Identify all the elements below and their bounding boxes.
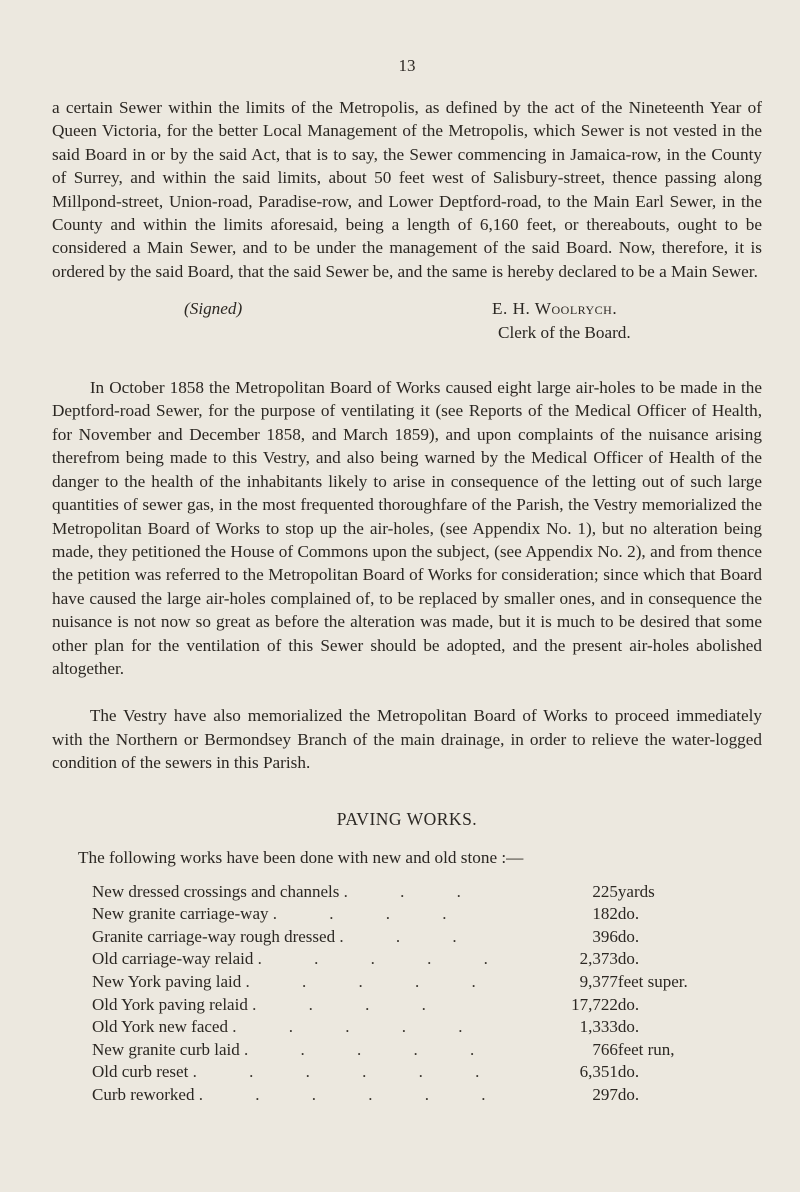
work-quantity: 9,377 (579, 971, 618, 991)
work-item-label: Old York paving relaid (92, 994, 248, 1014)
section-heading: PAVING WORKS. (336, 808, 478, 829)
work-unit: do. (617, 926, 640, 946)
table-row (92, 949, 738, 972)
work-unit: yards (617, 881, 655, 901)
work-item (92, 1040, 512, 1063)
leader-dots: . . . . . (257, 949, 512, 969)
work-quantity: 182 (592, 904, 618, 924)
table-row (92, 882, 738, 905)
signatory-name: E. H. Woolrych. (492, 299, 618, 319)
paragraph-air-holes: In October 1858 the Metropolitan Board of Works caused eight large air-holes to be made in the Deptford-road Sewer, for the purpose of ventilating it (see Reports of the Medical Officer of Health, for November and December 1858, and March 1859), and upon complaints of the nuisance arising therefrom being made to this Vestry, and also being warned by the Medical Officer of Health of the danger to the health of the inhabitants likely to arise in consequence of the letting out of such large quantities of sewer gas, in the most frequented thoroughfare of the Parish, the Vestry memorialized the Metropolitan Board of Works to stop up the air-holes, (see Appendix No. 1), but no alteration being made, they petitioned the House of Commons upon the subject, (see Appendix No. 2), and from thence the petition was referred to the Metropolitan Board of Works for consideration; since which that Board have caused the large air-holes complained of, to be replaced by smaller ones, and in consequence the nuisance is not now so great as before the alteration was made, but it is much to be desired that some other plan for the ventilation of this Sewer should be adopted, and the present air-holes abolished altogether. (52, 378, 762, 678)
leader-dots: . . . . (272, 904, 471, 924)
paving-works-table (92, 882, 738, 1108)
paragraph-sewer-order: a certain Sewer within the limits of the Metropolis, as defined by the act of the Nineteenth Year of Queen Victoria, for the better Local Management of the Metropolis, which Sewer is not vested in the said Board in or by the said Act, that is to say, the Sewer commencing in Jamaica-row, in the County of Surrey, and within the said limits, about 50 feet west of Salisbury-street, thence passing along Millpond-street, Union-road, Paradise-row, and Lower Deptford-road, to the Main Earl Sewer, in the County and within the limits aforesaid, being a length of 6,160 feet, or thereabouts, ought to be considered a Main Sewer, and to be under the management of the said Board. Now, therefore, it is ordered by the said Board, that the said Sewer be, and the same is hereby declared to be a Main Sewer. (52, 98, 762, 281)
leader-dots: . . . . (252, 994, 450, 1014)
signature-lines (492, 297, 631, 344)
paragraph-main-drainage: The Vestry have also memorialized the Metropolitan Board of Works to proceed immediately with the Northern or Bermondsey Branch of the main drainage, in order to relieve the water-logged condition of the sewers in this Parish. (52, 706, 762, 773)
page-number: 13 (398, 56, 416, 75)
work-unit: do. (617, 994, 640, 1014)
work-item-label: Old York new faced (92, 1017, 228, 1037)
leader-dots: . . . . . . (192, 1062, 504, 1082)
work-unit: do. (617, 1084, 640, 1104)
work-item-label: New granite curb laid (92, 1039, 240, 1059)
leader-dots: . . . (343, 881, 485, 901)
table-row (92, 927, 738, 950)
work-item (92, 1017, 512, 1040)
table-row (92, 1062, 738, 1085)
table-row (92, 995, 738, 1018)
work-quantity: 396 (592, 926, 618, 946)
work-item-label: New granite carriage-way (92, 904, 269, 924)
work-unit: do. (617, 904, 640, 924)
table-row (92, 1017, 738, 1040)
work-item (92, 1062, 512, 1085)
work-quantity: 1,333 (579, 1017, 618, 1037)
leader-dots: . . . . . (245, 971, 500, 991)
table-row (92, 904, 738, 927)
leader-dots: . . . . . . (198, 1084, 510, 1104)
leader-dots: . . . . . (232, 1017, 487, 1037)
leader-dots: . . . (339, 926, 481, 946)
table-row (92, 1085, 738, 1108)
work-item-label: Old curb reset (92, 1062, 189, 1082)
work-quantity: 766 (592, 1039, 618, 1059)
work-item (92, 1085, 512, 1108)
work-unit: feet run, (617, 1039, 675, 1059)
work-quantity: 297 (592, 1084, 618, 1104)
work-item-label: New York paving laid (92, 971, 242, 991)
work-unit: feet super. (617, 971, 688, 991)
paving-works-body (92, 882, 738, 1108)
work-item-label: New dressed crossings and channels (92, 881, 340, 901)
work-item (92, 904, 512, 927)
table-row (92, 972, 738, 995)
work-quantity: 2,373 (579, 949, 618, 969)
work-unit: do. (617, 949, 640, 969)
leader-dots: . . . . . (244, 1039, 499, 1059)
work-item (92, 927, 512, 950)
work-item (92, 972, 512, 995)
work-quantity: 6,351 (579, 1062, 618, 1082)
signatory-title: Clerk of the Board. (498, 322, 631, 342)
table-row (92, 1040, 738, 1063)
work-quantity: 17,722 (571, 994, 618, 1014)
signature-block (52, 297, 762, 344)
work-unit: do. (617, 1017, 640, 1037)
work-item (92, 995, 512, 1018)
signed-label: (Signed) (184, 299, 243, 319)
works-intro: The following works have been done with new and old stone :— (78, 847, 524, 867)
work-item (92, 949, 512, 972)
work-item (92, 882, 512, 905)
work-unit: do. (617, 1062, 640, 1082)
work-item-label: Old carriage-way relaid (92, 949, 254, 969)
work-item-label: Curb reworked (92, 1084, 195, 1104)
work-quantity: 225 (592, 881, 618, 901)
work-item-label: Granite carriage-way rough dressed (92, 926, 336, 946)
